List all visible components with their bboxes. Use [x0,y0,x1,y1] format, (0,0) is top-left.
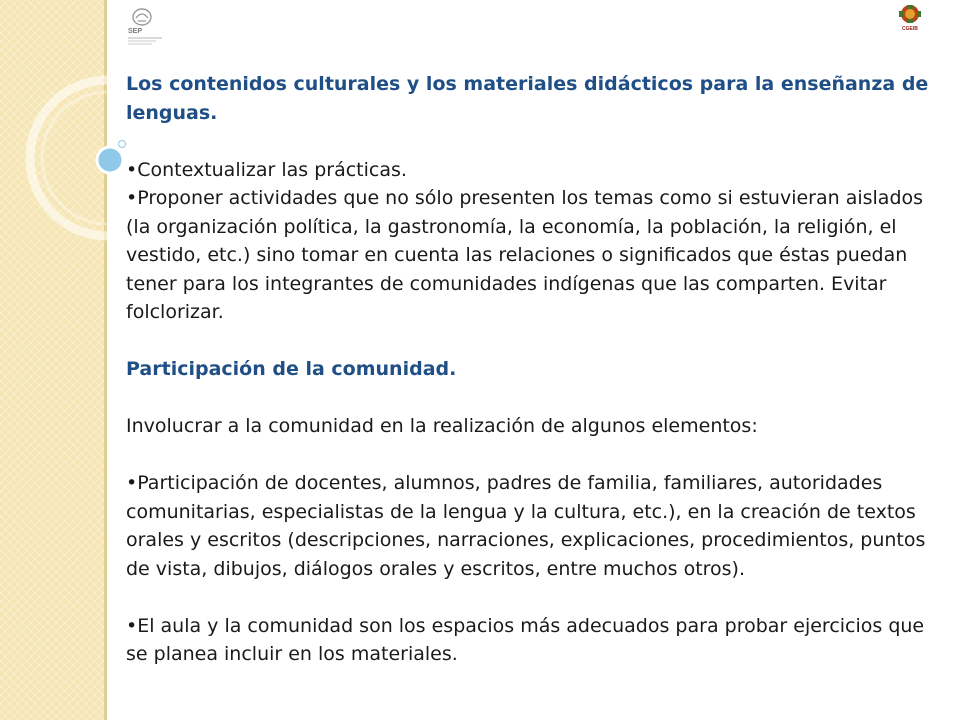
cgeib-emblem-icon [890,2,934,28]
slide-title: Los contenidos culturales y los materiales didácticos para la enseñanza de lenguas. [126,73,929,124]
section-subtitle: Participación de la comunidad. [126,358,457,380]
sep-logo [122,6,166,50]
intro-text: Involucrar a la comunidad en la realización de algunos elementos: [126,415,758,437]
small-bubble-icon [119,141,126,148]
bullet-aula-comunidad: •El aula y la comunidad son los espacios más adecuados para probar ejercicios que se planea incluir en los materiales. [126,614,925,665]
bullet-contextualizar: •Contextualizar las prácticas. [126,158,407,181]
sep-logo-label: SEP [128,28,143,35]
cgeib-logo-label: CGEIB [902,26,918,32]
bullet-proponer-actividades: •Proponer actividades que no sólo presenten los temas como si estuvieran aislados (la organización política, la gastronomía, la economía, la población, la religión, el vestido, etc.) sino tomar en cuenta las relaciones o significados que éstas puedan tener para los integrantes de comunidades indígenas que las comparten. Evitar folclorizar. [126,187,924,323]
bullet-participacion: •Participación de docentes, alumnos, padres de familia, familiares, autoridades comunitarias, especialistas de la lengua y la cultura, etc.), en la creación de textos orales y escritos (descripciones, narraciones, explicaciones, procedimientos, puntos de vista, dibujos, diálogos orales y escritos, entre muchos otros). [126,472,926,580]
blue-bubble-icon [97,147,123,173]
cgeib-logo [890,2,934,34]
slide-content [126,70,940,669]
